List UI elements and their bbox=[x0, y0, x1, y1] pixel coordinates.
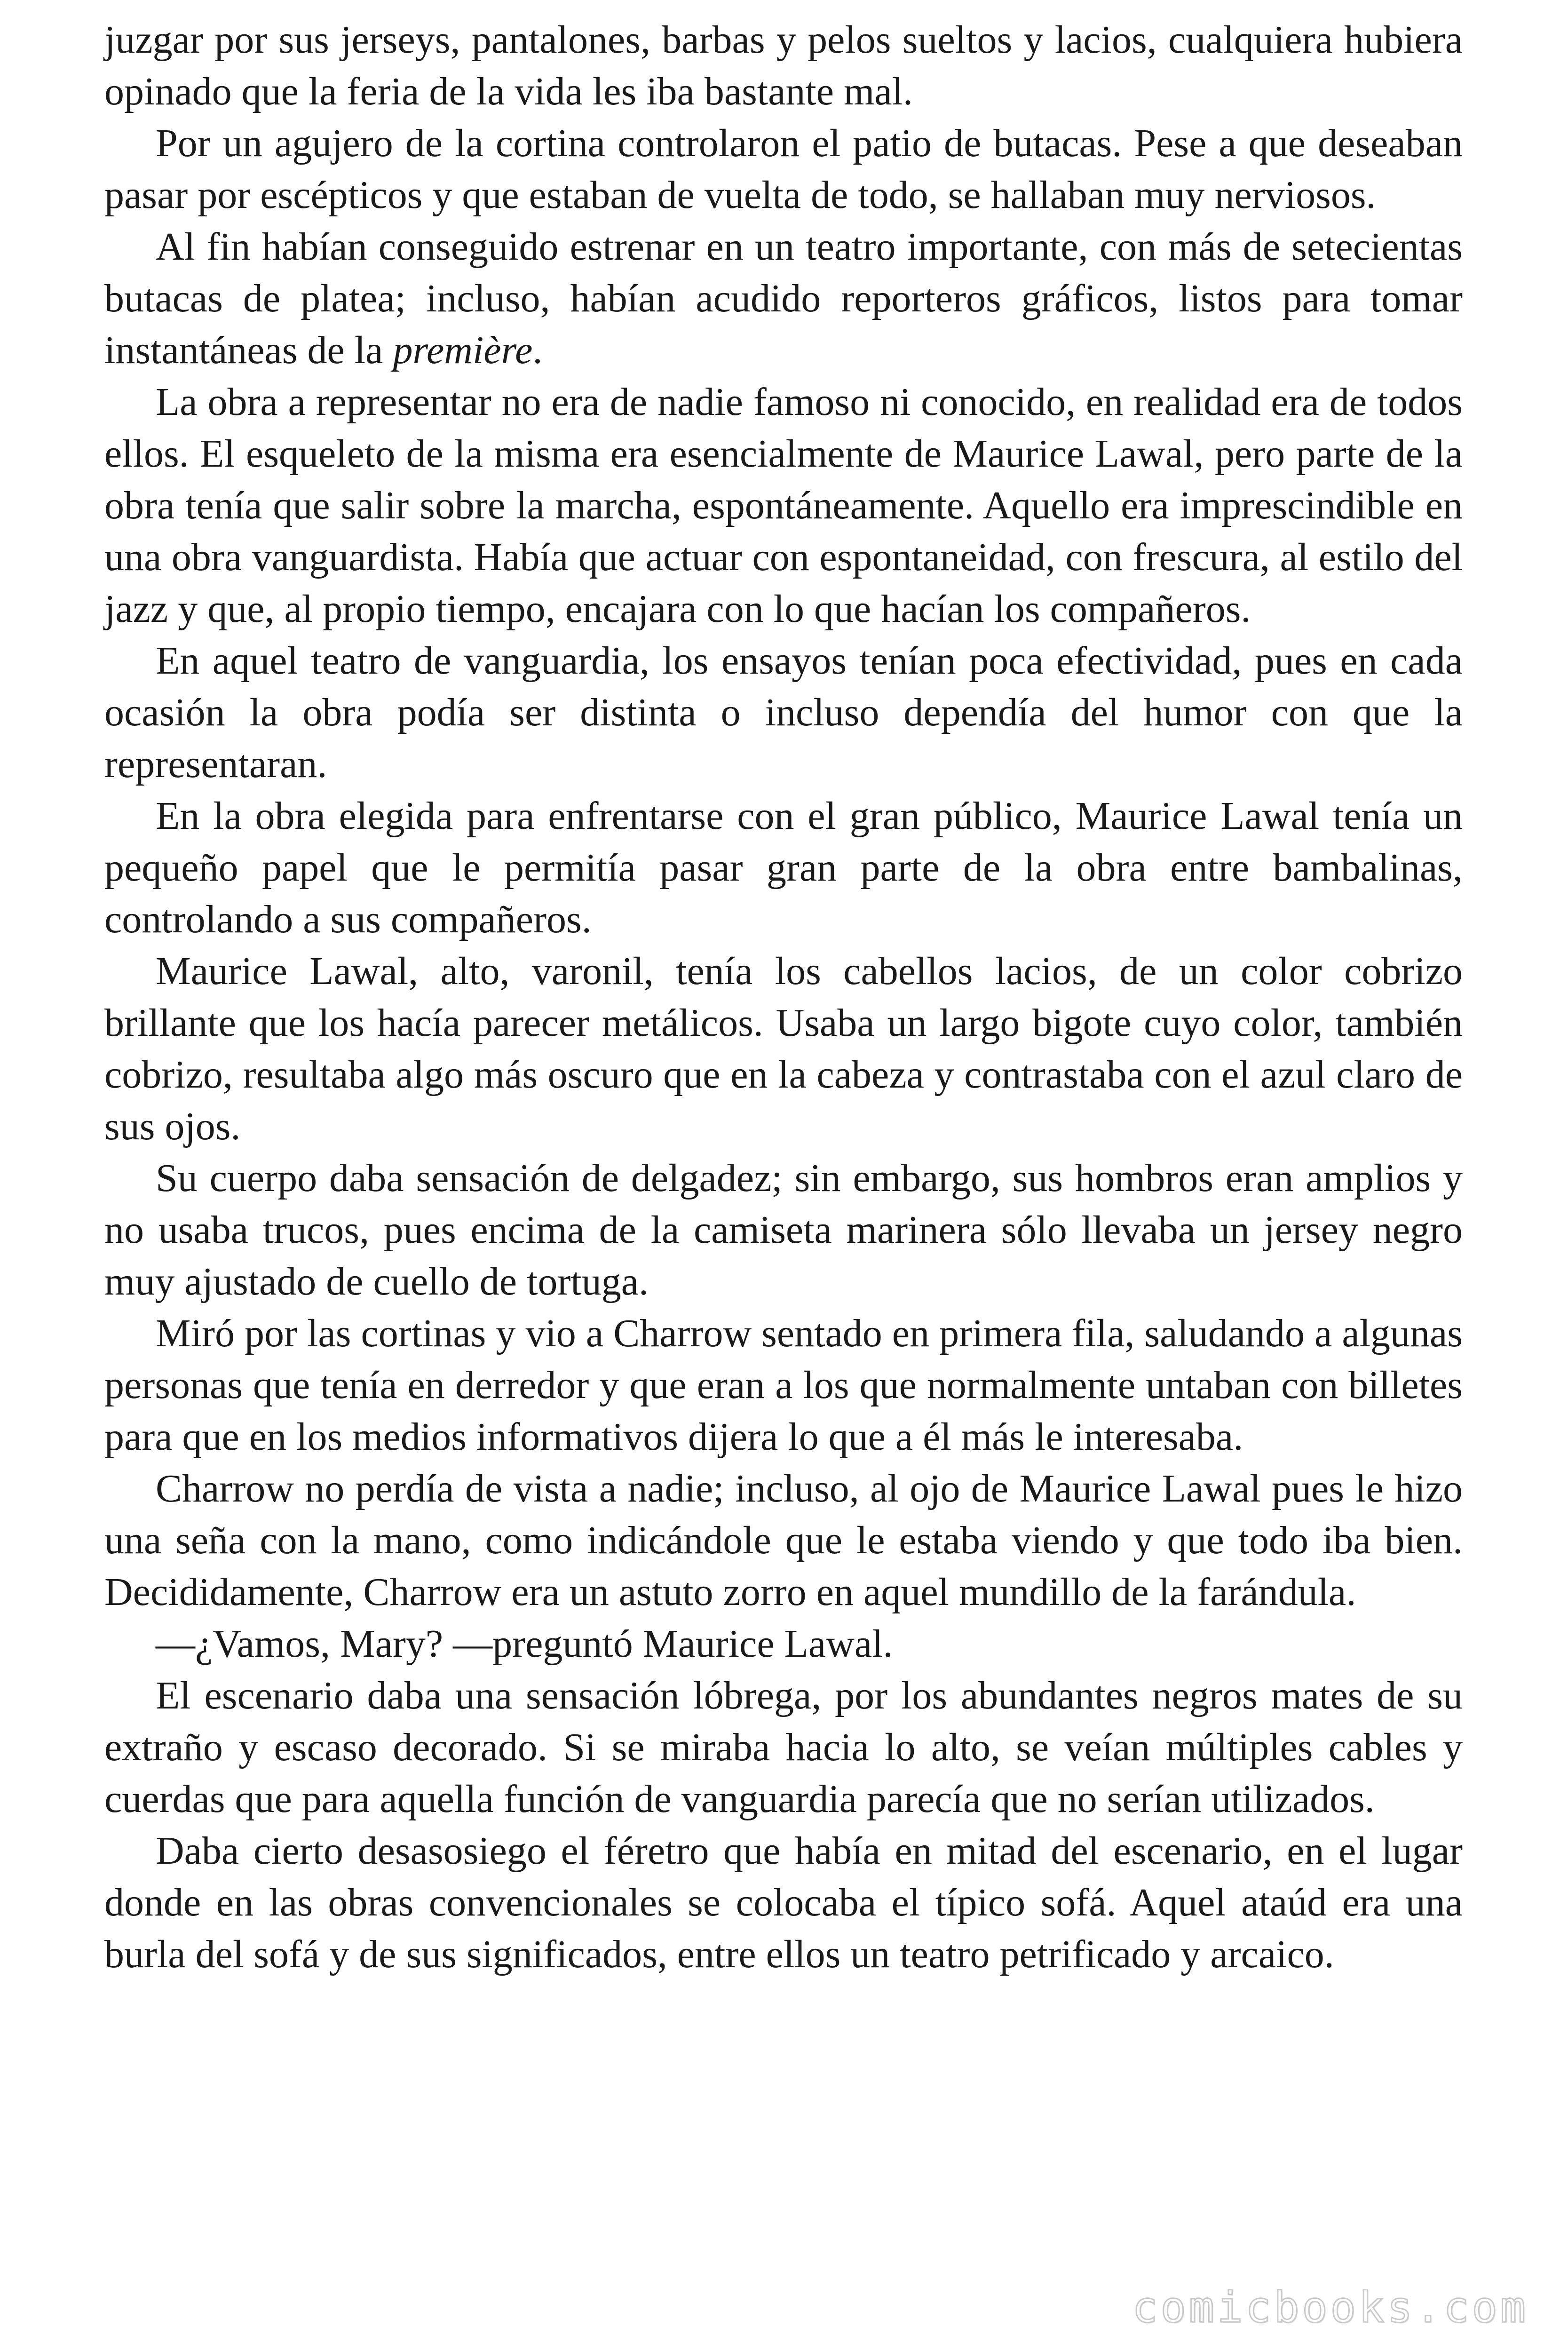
paragraph bbox=[104, 376, 1463, 635]
paragraph-text: Charrow no perdía de vista a nadie; incluso, al ojo de Maurice Lawal pues le hizo una seña con la mano, como indicándole que le estaba viendo y que todo iba bien. Decididamente, Charrow era un astuto zorro en aquel mundillo de la farándula. bbox=[104, 1467, 1463, 1614]
paragraph bbox=[104, 1308, 1463, 1463]
paragraph-continuation bbox=[104, 14, 1463, 118]
paragraph-text: Miró por las cortinas y vio a Charrow sentado en primera fila, saludando a algunas personas que tenía en derredor y que eran a los que normalmente untaban con billetes para que en los medios informativos dijera lo que a él más le interesaba. bbox=[104, 1311, 1463, 1459]
paragraph-text: —¿Vamos, Mary? —preguntó Maurice Lawal. bbox=[156, 1622, 893, 1666]
page-body bbox=[104, 14, 1463, 1980]
paragraph bbox=[104, 1825, 1463, 1980]
paragraph-text: juzgar por sus jerseys, pantalones, barbas y pelos sueltos y lacios, cualquiera hubiera opinado que la feria de la vida les iba bastante mal. bbox=[104, 18, 1463, 113]
paragraph bbox=[104, 118, 1463, 221]
paragraph-text: Daba cierto desasosiego el féretro que había en mitad del escenario, en el lugar donde en las obras convencionales se colocaba el típico sofá. Aquel ataúd era una burla del sofá y de sus significados, entre ellos un teatro petrificado y arcaico. bbox=[104, 1829, 1463, 1976]
paragraph-text: El escenario daba una sensación lóbrega, por los abundantes negros mates de su extraño y escaso decorado. Si se miraba hacia lo alto, se veían múltiples cables y cuerdas que para aquella función de vanguardia parecía que no serían utilizados. bbox=[104, 1674, 1463, 1821]
paragraph-text: . bbox=[532, 328, 543, 372]
italic-term: première bbox=[393, 328, 533, 372]
paragraph bbox=[104, 1463, 1463, 1618]
paragraph-text: La obra a representar no era de nadie famoso ni conocido, en realidad era de todos ellos. El esqueleto de la misma era esencialmente de Maurice Lawal, pero parte de la obra tenía que salir sobre la marcha, espontáneamente. Aquello era imprescindible en una obra vanguardista. Había que actuar con espontaneidad, con frescura, al estilo del jazz y que, al propio tiempo, encajara con lo que hacían los compañeros. bbox=[104, 380, 1463, 631]
paragraph-text: En aquel teatro de vanguardia, los ensayos tenían poca efectividad, pues en cada ocasión la obra podía ser distinta o incluso dependía del humor con que la representaran. bbox=[104, 639, 1463, 786]
paragraph-text: Maurice Lawal, alto, varonil, tenía los cabellos lacios, de un color cobrizo brillante que los hacía parecer metálicos. Usaba un largo bigote cuyo color, también cobrizo, resultaba algo más oscuro que en la cabeza y contrastaba con el azul claro de sus ojos. bbox=[104, 949, 1463, 1148]
paragraph bbox=[104, 635, 1463, 790]
paragraph bbox=[104, 1152, 1463, 1308]
paragraph-text: En la obra elegida para enfrentarse con el gran público, Maurice Lawal tenía un pequeño papel que le permitía pasar gran parte de la obra entre bambalinas, controlando a sus compañeros. bbox=[104, 794, 1463, 941]
paragraph-text: Al fin habían conseguido estrenar en un teatro importante, con más de setecientas butacas de platea; incluso, habían acudido reporteros gráficos, listos para tomar instantáneas de la bbox=[104, 225, 1463, 372]
paragraph bbox=[104, 946, 1463, 1152]
dialogue-paragraph bbox=[104, 1618, 1463, 1670]
paragraph bbox=[104, 790, 1463, 946]
paragraph bbox=[104, 1670, 1463, 1825]
paragraph bbox=[104, 221, 1463, 376]
watermark: comicbooks.com bbox=[1132, 2283, 1528, 2332]
paragraph-text: Su cuerpo daba sensación de delgadez; sin embargo, sus hombros eran amplios y no usaba trucos, pues encima de la camiseta marinera sólo llevaba un jersey negro muy ajustado de cuello de tortuga. bbox=[104, 1156, 1463, 1303]
paragraph-text: Por un agujero de la cortina controlaron el patio de butacas. Pese a que deseaban pasar por escépticos y que estaban de vuelta de todo, se hallaban muy nerviosos. bbox=[104, 121, 1463, 217]
